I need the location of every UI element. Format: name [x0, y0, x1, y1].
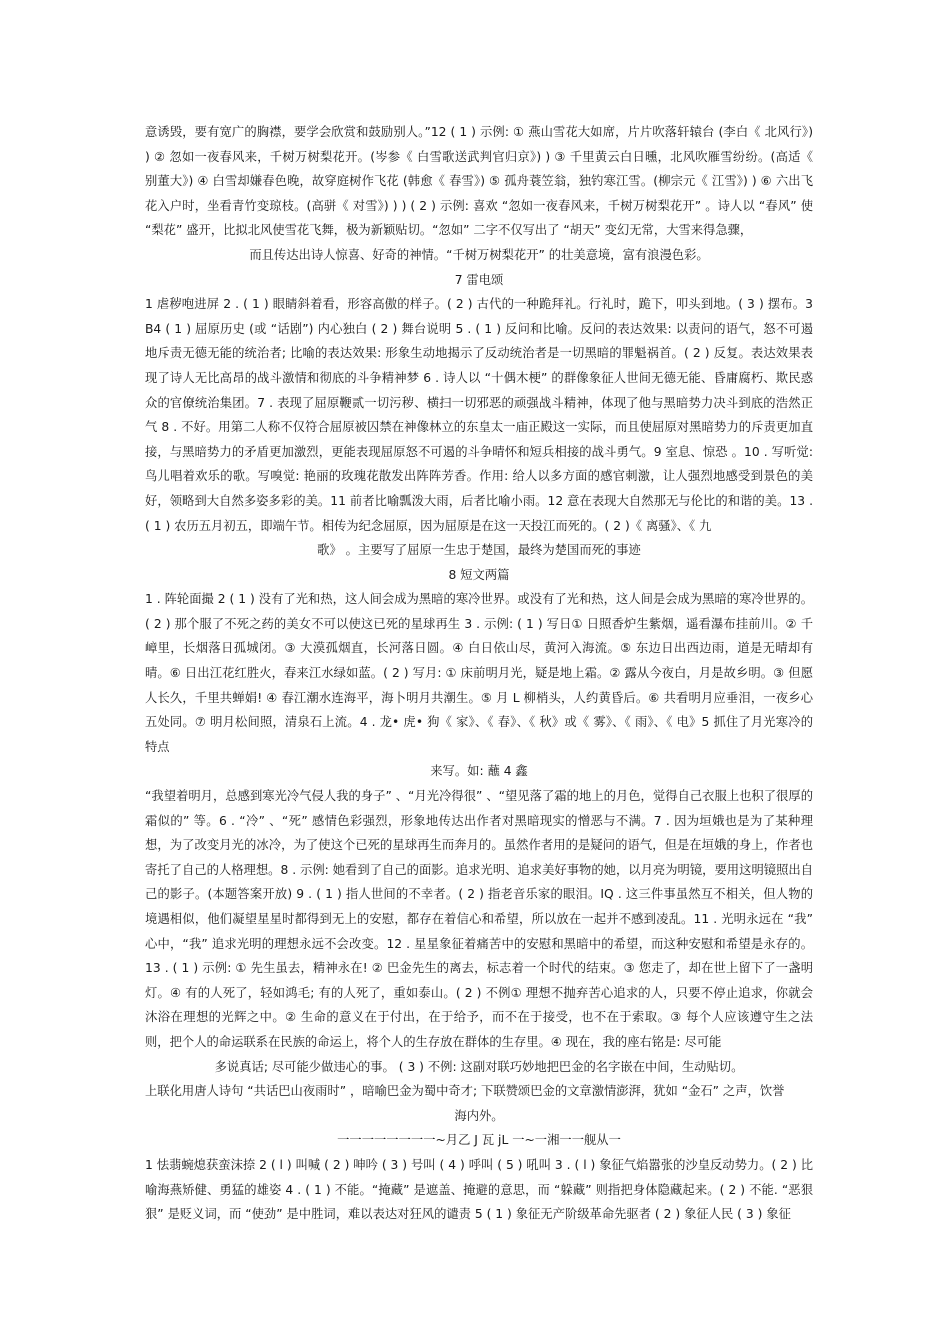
paragraph-centered: 来写。如: 蘸 4 鑫 [430, 764, 528, 779]
document-page [145, 120, 813, 1227]
section-title: 8 短文两篇 [448, 567, 510, 582]
paragraph: 1 . 阵轮面撮 2 ( 1 ) 没有了光和热，这人间会成为黑暗的寒冷世界。或没有了光和热，这人间是会成为黑暗的寒冷世界的。( 2 ) 那个服了不死之药的美女不可以使这已死的星球再生 3 . 示例: ( 1 ) 写日① 日照香炉生紫烟，遥看瀑布挂前川。② 千嶂里，长烟落日孤城闭。③ 大漠孤烟直，长河落日圆。④ 白日依山尽，黄河入海流。⑤ 东边日出西边雨，道是无晴却有晴。⑥ 日出江花红胜火，春来江水绿如蓝。( 2 ) 写月: ① 床前明月光，疑是地上霜。② 露从今夜白，月是故乡明。③ 但愿人长久，千里共蝉娟! ④ 春江潮水连海平，海卜明月共潮生。⑤ 月 L 柳梢头，人约黄昏后。⑥ 共看明月应垂泪，一夜乡心五处同。⑦ 明月松间照，清泉石上流。4 . 龙• 虎• 狗《 家》、《 春》、《 秋》或《 雾》、《 雨》、《 电》5 抓住了月光寒冷的特点 [145, 592, 813, 754]
paragraph: “我望着明月，总感到寒光冷气侵人我的身子” 、“月光冷得很” 、“望见落了霜的地上的月色，觉得自己衣服上也积了很厚的霜似的” 等。6 . “冷” 、“死” 感情色彩强烈，形象地传达出作者对黑暗现实的憎恶与不满。7 . 因为垣娥也是为了某种理想，为了改变月光的冰冷，为了使这个已死的星球再生而奔月的。虽然作者用的是疑问的语气，但是在垣娥的身上，作者也寄托了自己的人格理想。8 . 示例: 她看到了自己的面影。追求光明、追求美好事物的她，以月亮为明镜，要用这明镜照出自己的影子。(本题答案开放) 9 . ( 1 ) 指人世间的不幸者。( 2 ) 指老音乐家的眼泪。IQ . 这三件事虽然互不相关，但人物的境遇相似，他们凝望星星时都得到无上的安慰，都存在着信心和希望，所以放在一起并不感到凌乱。11 . 光明永远在 “我” 心中，“我” 追求光明的理想永远不会改变。12 . 星星象征着痛苦中的安慰和黑暗中的希望，而这种安慰和希望是永存的。13 . ( 1 ) 示例: ① 先生虽去，精神永在! ② 巴金先生的离去，标志着一个时代的结束。③ 您走了，却在世上留下了一盏明灯。④ 有的人死了，轻如鸿毛; 有的人死了，重如泰山。( 2 ) 不例① 理想不抛弃苦心追求的人，只要不停止追求，你就会沐浴在理想的光辉之中。② 生命的意义在于付出，在于给予，而不在于接受，也不在于索取。③ 每个人应该遵守生之法则，把个人的命运联系在民族的命运上，将个人的生存放在群体的生存里。④ 现在，我的座右铭是: 尽可能 [145, 789, 813, 1049]
paragraph: 意诱毁，要有宽广的胸襟，要学会欣赏和鼓励别人。”12 ( 1 ) 示例: ① 燕山雪花大如席，片片吹落轩辕台 (李白《 北风行》) ) ② 忽如一夜春风来，千树万树梨花开。(岑参《 白雪歌送武判官归京》) ) ③ 千里黄云白日曛，北风吹雁雪纷纷。(高适《 别董大》) ④ 白雪却嫌春色晚，故穿庭树作飞花 (韩愈《 春雪》) ⑤ 孤舟蓑笠翁，独钓寒江雪。(柳宗元《 江雪》) ) ⑥ 六出飞花入户时，坐看青竹变琼枝。(高骈《 对雪》) ) ) ( 2 ) 示例: 喜欢 “忽如一夜春风来，千树万树梨花开” 。诗人以 “春风” 使 “梨花” 盛开，比拟北风使雪花飞舞，极为新颖贴切。“忽如” 二字不仅写出了 “胡天” 变幻无常，大雪来得急骤， [145, 125, 813, 238]
paragraph-centered: 多说真话; 尽可能少做违心的事。 ( 3 ) 不例: 这副对联巧妙地把巴金的名字嵌在中间，生动贴切。 [214, 1059, 744, 1074]
paragraph-centered: 而且传达出诗人惊喜、好奇的神情。“千树万树梨花开” 的壮美意境，富有浪漫色彩。 [249, 247, 709, 262]
section-title: 7 雷电颂 [454, 272, 504, 287]
paragraph: 1 怯翡蜿熄获蛮沫捺 2 ( l ) 叫喊 ( 2 ) 呻吟 ( 3 ) 号叫 ( 4 ) 呼叫 ( 5 ) 吼叫 3 . ( l ) 象征气焰嚣张的沙皇反动势力。( 2 ) 比喻海燕矫健、勇猛的雄姿 4 . ( 1 ) 不能。“掩藏” 是遮盖、掩避的意思，而 “躲藏” 则指把身体隐藏起来。( 2 ) 不能. “恶狠狠” 是贬义词，而 “使劲” 是中胜词，难以表达对狂风的谴责 5 ( 1 ) 象征无产阶级革命先驱者 ( 2 ) 象征人民 ( 3 ) 象征 [145, 1157, 813, 1222]
paragraph: 1 虐秽咆进屏 2 . ( 1 ) 眼睛斜着看，形容高傲的样子。( 2 ) 古代的一种跪拜礼。行礼时，跪下，叩头到地。( 3 ) 摆布。3 B4 ( 1 ) 屈原历史 (或 “话剧”) 内心独白 ( 2 ) 舞台说明 5 . ( 1 ) 反问和比喻。反问的表达效果: 以责问的语气，怒不可遏地斥责无德无能的统治者; 比喻的表达效果: 形象生动地揭示了反动统治者是一切黑暗的罪魁祸首。( 2 ) 反复。表达效果表现了诗人无比高昂的战斗激情和彻底的斗争精神梦 6 . 诗人以 “十偶木梗” 的群像象征人世间无德无能、昏庸腐朽、欺民惑众的官僚统治集团。7 . 表现了屈原鞭贰一切污秽、横扫一切邪恶的顽强战斗精神，体现了他与黑暗势力决斗到底的浩然正气 8 . 不好。用第二人称不仅符合屈原被囚禁在神像林立的东皇太一庙正殿这一实际，而且使屈原对黑暗势力的斥责更加直接，与黑暗势力的矛盾更加激烈，更能表现屈原怒不可遏的斗争晴怀和短兵相接的战斗勇气。9 室息、惊恐 。10 . 写听觉: 鸟儿唱着欢乐的歌。写嗅觉: 艳丽的玫瑰花散发出阵阵芳香。作用: 给人以多方面的感官刺激，让人强烈地感受到景色的美好，领略到大自然多姿多彩的美。11 前者比喻瓢泼大雨，后者比喻小雨。12 意在表现大自然那无与伦比的和谐的美。13 . ( 1 ) 农历五月初五，即端午节。相传为纪念屈原，因为屈原是在这一天投江而死的。( 2 )《 离骚》、《 九 [145, 297, 813, 533]
section-title: 一一一一一一一一~月乙 J 瓦 jL 一~一湘一一舰从一 [337, 1133, 621, 1148]
paragraph-centered: 歌》 。主要写了屈原一生忠于楚国，最终为楚国而死的事迹 [317, 543, 641, 558]
paragraph-centered: 海内外。 [454, 1108, 504, 1123]
paragraph: 上联化用唐人诗句 “共话巴山夜雨时” ，暗喻巴金为蜀中奇才; 下联赞颂巴金的文章激情澎湃，犹如 “金石” 之声，饮誉 [145, 1084, 785, 1099]
